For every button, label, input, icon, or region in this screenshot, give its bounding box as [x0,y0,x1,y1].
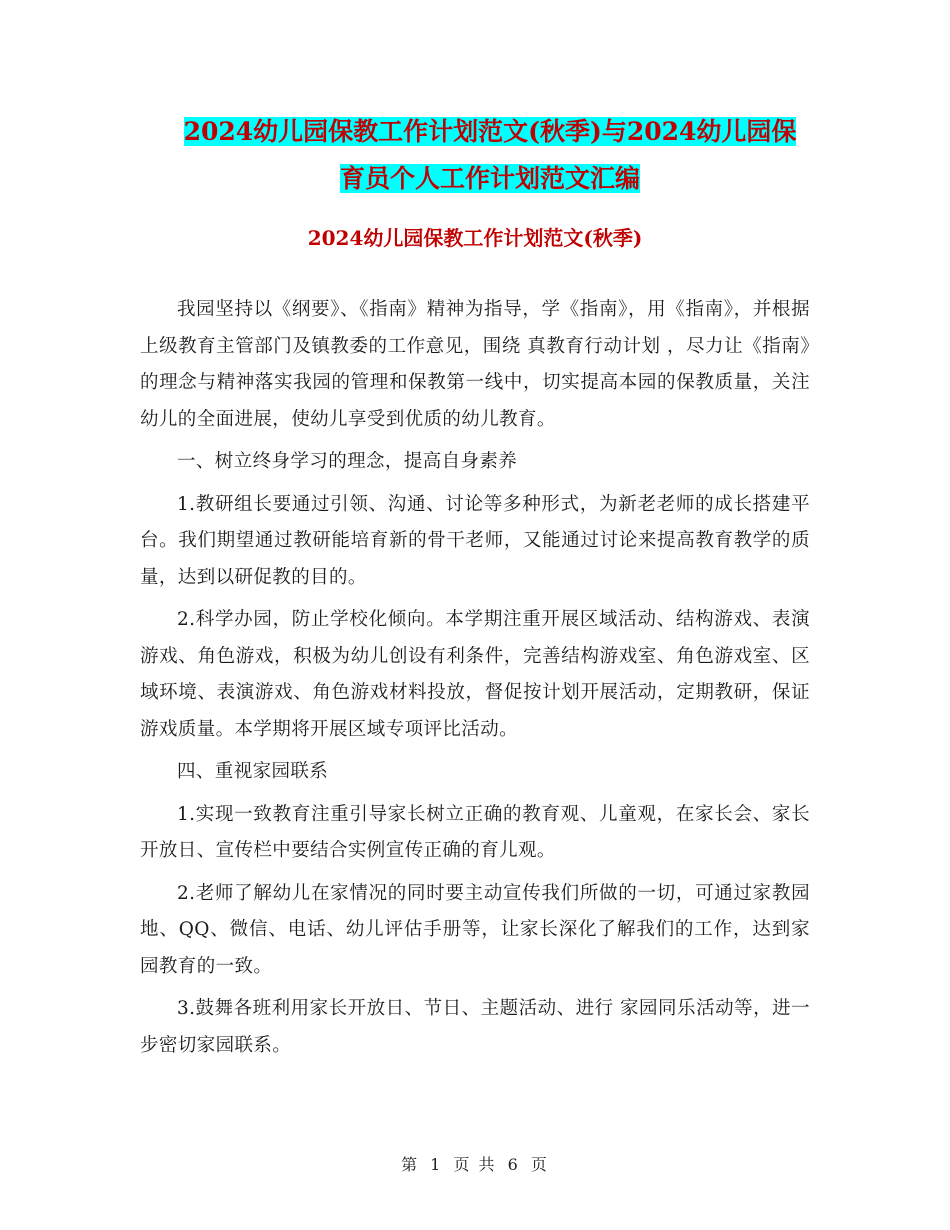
paragraph-item: 3.鼓舞各班利用家长开放日、节日、主题活动、进行 家园同乐活动等，进一步密切家园联系。 [140,998,810,1056]
paragraph-item: 1.实现一致教育注重引导家长树立正确的教育观、儿童观，在家长会、家长开放日、宣传栏中要结合实例宣传正确的育儿观。 [140,803,810,861]
document-title [140,108,840,202]
section-title: 2024幼儿园保教工作计划范文(秋季) [307,226,643,250]
paragraph-intro: 我园坚持以《纲要》、《指南》精神为指导，学《指南》，用《指南》，并根据上级教育主管部门及镇教委的工作意见，围绕 真教育行动计划 ，尽力让《指南》的理念与精神落实我园的管理和保教第一线中，切实提高本园的保教质量，关注幼儿的全面进展，使幼儿享受到优质的幼儿教育。 [140,299,810,430]
page-label-suffix: 页 [530,1155,549,1174]
page-total-number: 6 [507,1155,520,1174]
heading-home-school-contact: 四、重视家园联系 [177,761,329,782]
document-title-line-2: 育员个人工作计划范文汇编 [339,164,640,193]
page-footer [0,1152,950,1175]
paragraph-item: 1.教研组长要通过引领、沟通、讨论等多种形式，为新老老师的成长搭建平台。我们期望通过教研能培育新的骨干老师，又能通过讨论来提高教育教学的质量，达到以研促教的目的。 [140,493,810,588]
document-title-line-1: 2024幼儿园保教工作计划范文(秋季)与2024幼儿园保 [183,117,797,146]
page-label-prefix: 第 [401,1155,420,1174]
paragraph-item: 2.老师了解幼儿在家情况的同时要主动宣传我们所做的一切，可通过家教园地、QQ、微信、电话、幼儿评估手册等，让家长深化了解我们的工作，达到家园教育的一致。 [140,882,810,977]
page-label-middle: 页 共 [453,1155,497,1174]
document-body [140,292,810,1070]
paragraph-item: 2.科学办园，防止学校化倾向。本学期注重开展区域活动、结构游戏、表演游戏、角色游戏，积极为幼儿创设有利条件，完善结构游戏室、角色游戏室、区域环境、表演游戏、角色游戏材料投放，督促按计划开展活动，定期教研，保证游戏质量。本学期将开展区域专项评比活动。 [140,609,810,740]
page-current-number: 1 [430,1155,443,1174]
heading-lifelong-learning: 一、树立终身学习的理念，提高自身素养 [177,451,518,472]
